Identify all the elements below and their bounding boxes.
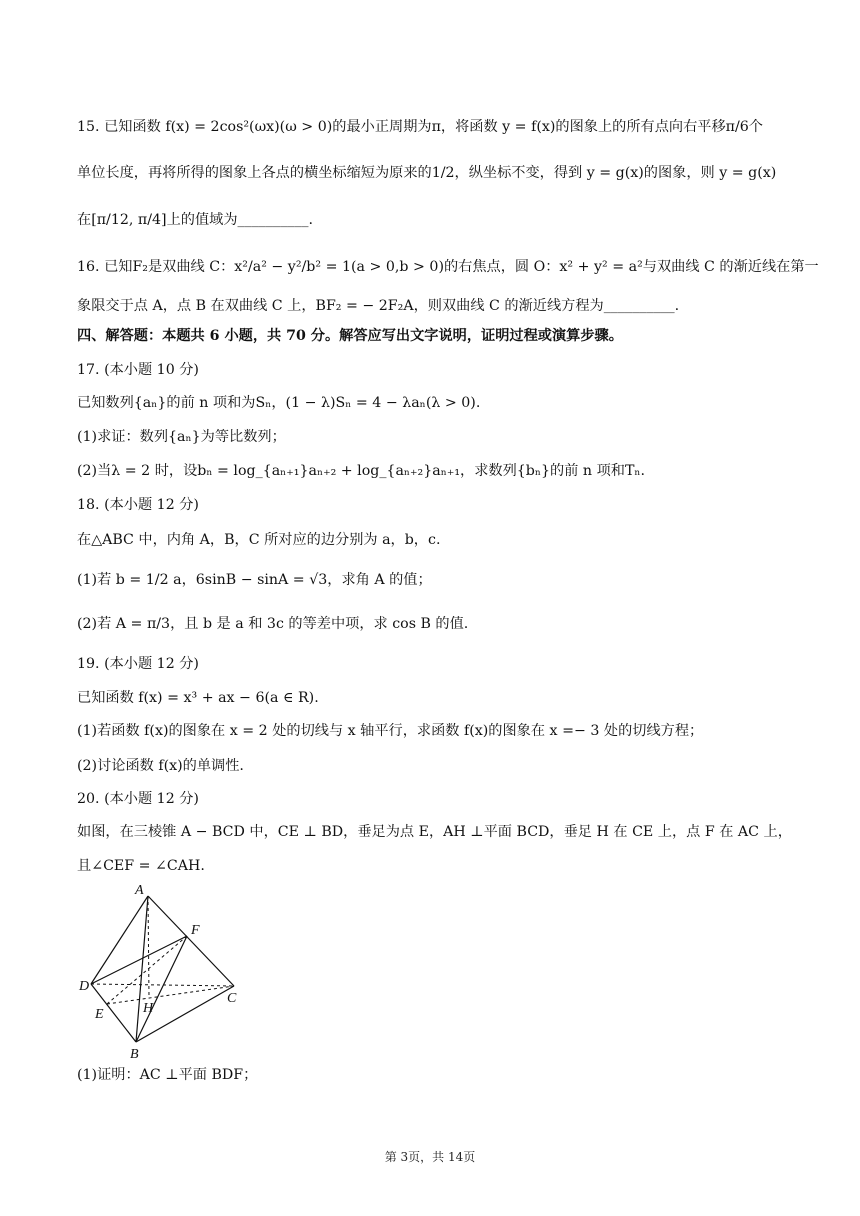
tetrahedron-figure	[77, 878, 247, 1060]
label-E: E	[95, 1007, 104, 1022]
q19-part2: (2)讨论函数 f(x)的单调性.	[77, 758, 244, 774]
label-H: H	[143, 1001, 154, 1016]
q16-line2: 象限交于点 A，点 B 在双曲线 C 上，BF₂ = − 2F₂A，则双曲线 C 的渐近线方程为__________.	[77, 298, 680, 314]
q19-header: 19. (本小题 12 分)	[77, 656, 199, 672]
q19-stem: 已知函数 f(x) = x³ + ax − 6(a ∈ R).	[77, 690, 319, 706]
label-D: D	[79, 979, 90, 994]
q20-part1: (1)证明：AC ⊥平面 BDF；	[77, 1067, 258, 1083]
q17-part2: (2)当λ = 2 时，设bₙ = log_{aₙ₊₁}aₙ₊₂ + log_{aₙ₊₂}aₙ₊₁，求数列{bₙ}的前 n 项和Tₙ.	[77, 463, 646, 479]
q18-header: 18. (本小题 12 分)	[77, 497, 199, 513]
segment-EC-hidden	[107, 986, 234, 1004]
q17-part1: (1)求证：数列{aₙ}为等比数列；	[77, 429, 286, 445]
q18-part1: (1)若 b = 1/2 a，6sinB − sinA = √3，求角 A 的值；	[77, 572, 432, 588]
label-B: B	[130, 1047, 139, 1060]
label-C: C	[227, 991, 237, 1006]
edge-AC	[148, 896, 234, 986]
q20-stem-line1: 如图，在三棱锥 A − BCD 中，CE ⊥ BD，垂足为点 E，AH ⊥平面 BCD，垂足 H 在 CE 上，点 F 在 AC 上，	[77, 824, 792, 840]
section-heading: 四、解答题：本题共 6 小题，共 70 分。解答应写出文字说明，证明过程或演算步骤。	[77, 328, 623, 344]
q20-header: 20. (本小题 12 分)	[77, 791, 199, 807]
label-F: F	[191, 923, 200, 938]
q19-part1: (1)若函数 f(x)的图象在 x = 2 处的切线与 x 轴平行，求函数 f(x)的图象在 x =− 3 处的切线方程；	[77, 723, 704, 739]
page-footer: 第 3页，共 14页	[384, 1150, 476, 1164]
q18-part2: (2)若 A = π/3，且 b 是 a 和 3c 的等差中项，求 cos B 的值.	[77, 616, 469, 632]
q17-header: 17. (本小题 10 分)	[77, 362, 199, 378]
q15-line2: 单位长度，再将所得的图象上各点的横坐标缩短为原来的1/2，纵坐标不变，得到 y = g(x)的图象，则 y = g(x)	[77, 165, 777, 181]
segment-FD	[91, 936, 187, 984]
q15-line1: 15. 已知函数 f(x) = 2cos²(ωx)(ω > 0)的最小正周期为π，将函数 y = f(x)的图象上的所有点向右平移π/6个	[77, 119, 763, 135]
q16-line1: 16. 已知F₂是双曲线 C：x²/a² − y²/b² = 1(a > 0,b > 0)的右焦点，圆 O：x² + y² = a²与双曲线 C 的渐近线在第一	[77, 259, 819, 275]
q17-stem: 已知数列{aₙ}的前 n 项和为Sₙ，(1 − λ)Sₙ = 4 − λaₙ(λ > 0).	[77, 395, 481, 411]
q20-stem-line2: 且∠CEF = ∠CAH.	[77, 858, 205, 874]
segment-AH-hidden	[148, 896, 149, 997]
q15-line3: 在[π/12, π/4]上的值域为__________.	[77, 212, 313, 228]
q18-stem: 在△ABC 中，内角 A，B，C 所对应的边分别为 a，b，c.	[77, 532, 441, 548]
label-A: A	[135, 883, 144, 898]
edge-AD	[91, 896, 148, 984]
